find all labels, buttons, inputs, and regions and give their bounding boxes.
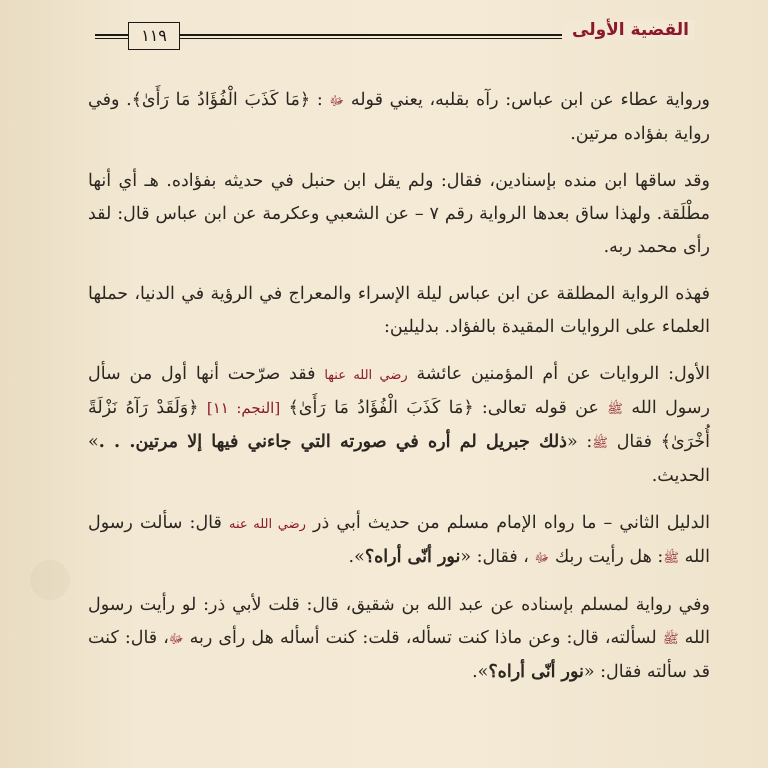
p5-part5: ». xyxy=(348,547,365,567)
paragraph-6 xyxy=(88,589,710,689)
paragraph-4 xyxy=(88,358,710,493)
p6-honorific-2: ﷻ xyxy=(168,632,184,647)
body-text xyxy=(88,84,710,703)
chapter-title: القضية الأولى xyxy=(562,20,695,40)
paragraph-5 xyxy=(88,507,710,575)
p4-honorific-3: ﷺ xyxy=(592,436,608,451)
p4-part3: عن قوله تعالى: ﴿مَا كَذَبَ الْفُؤَادُ مَا رَأَىٰ﴾ xyxy=(288,398,599,418)
p4-part4: ﴿وَلَقَدْ رَآهُ نَزْلَةً أُخْرَىٰ﴾ فقال xyxy=(88,398,710,452)
p4-part6: » الحديث. xyxy=(88,432,710,486)
p1-text-b: : ﴿مَا كَذَبَ الْفُؤَادُ مَا رَأَىٰ﴾. وفي رواية بفؤاده مرتين. xyxy=(88,90,710,144)
p5-part2: قال: سألت رسول الله xyxy=(88,513,710,567)
p5-hadith-quote: نور أنّى أراه؟ xyxy=(364,547,461,567)
p4-part1: الأول: الروايات عن أم المؤمنين عائشة xyxy=(416,364,710,384)
p5-part4: ، فقال: « xyxy=(460,547,529,567)
p5-honorific-2: ﷺ xyxy=(663,551,680,566)
p1-text-a: ورواية عطاء عن ابن عباس: رآه بقلبه، يعني قوله xyxy=(350,90,710,110)
p4-part2: فقد صرّحت أنها أول من سأل رسول الله xyxy=(88,364,710,418)
p6-part4: ». xyxy=(472,662,489,682)
p1-honorific: ﷻ xyxy=(329,94,345,109)
paragraph-2: وقد ساقها ابن منده بإسنادين، فقال: ولم يقل ابن حنبل في حديثه بفؤاده. هـ أي أنها مطْلَقة. ولهذا ساق بعدها الرواية رقم ٧ – عن الشعبي وعكرمة عن ابن عباس قال: لقد رأى محمد ربه. xyxy=(88,171,711,257)
p5-honorific-3: ﷻ xyxy=(534,551,550,566)
p4-part5: : « xyxy=(566,432,593,452)
p6-honorific-1: ﷺ xyxy=(662,632,679,647)
page-number: ١١٩ xyxy=(128,22,180,50)
paragraph-1 xyxy=(88,84,710,151)
page-header xyxy=(95,22,695,48)
paper-stain xyxy=(30,560,70,600)
p4-honorific-1: رضي الله عنها xyxy=(324,368,408,383)
p6-part2: لسألته، قال: وعن ماذا كنت تسأله، قلت: كنت أسأله هل رأى ربه xyxy=(189,628,657,648)
p6-hadith-quote: نور أنّى أراه؟ xyxy=(488,662,584,682)
p4-honorific-2: ﷺ xyxy=(607,402,624,417)
p5-part1: الدليل الثاني – ما رواه الإمام مسلم من حديث أبي ذر xyxy=(313,513,710,533)
p5-part3: : هل رأيت ربك xyxy=(554,547,664,567)
paragraph-3: فهذه الرواية المطلقة عن ابن عباس ليلة الإسراء والمعراج في الرؤية في الدنيا، حملها العلماء على الروايات المقيدة بالفؤاد. بدليلين: xyxy=(88,284,710,337)
p6-part1: وفي رواية لمسلم بإسناده عن عبد الله بن شقيق، قال: قلت لأبي ذر: لو رأيت رسول الله xyxy=(88,595,710,648)
p4-hadith-quote: ذلك جبريل لم أره في صورته التي جاءني فيها إلا مرتين. . . xyxy=(98,432,567,452)
p6-part3: ، قال: كنت قد سألته فقال: « xyxy=(88,628,710,682)
p4-quran-ref: [النجم: ١١] xyxy=(206,399,281,417)
p5-honorific-1: رضي الله عنه xyxy=(228,517,306,532)
